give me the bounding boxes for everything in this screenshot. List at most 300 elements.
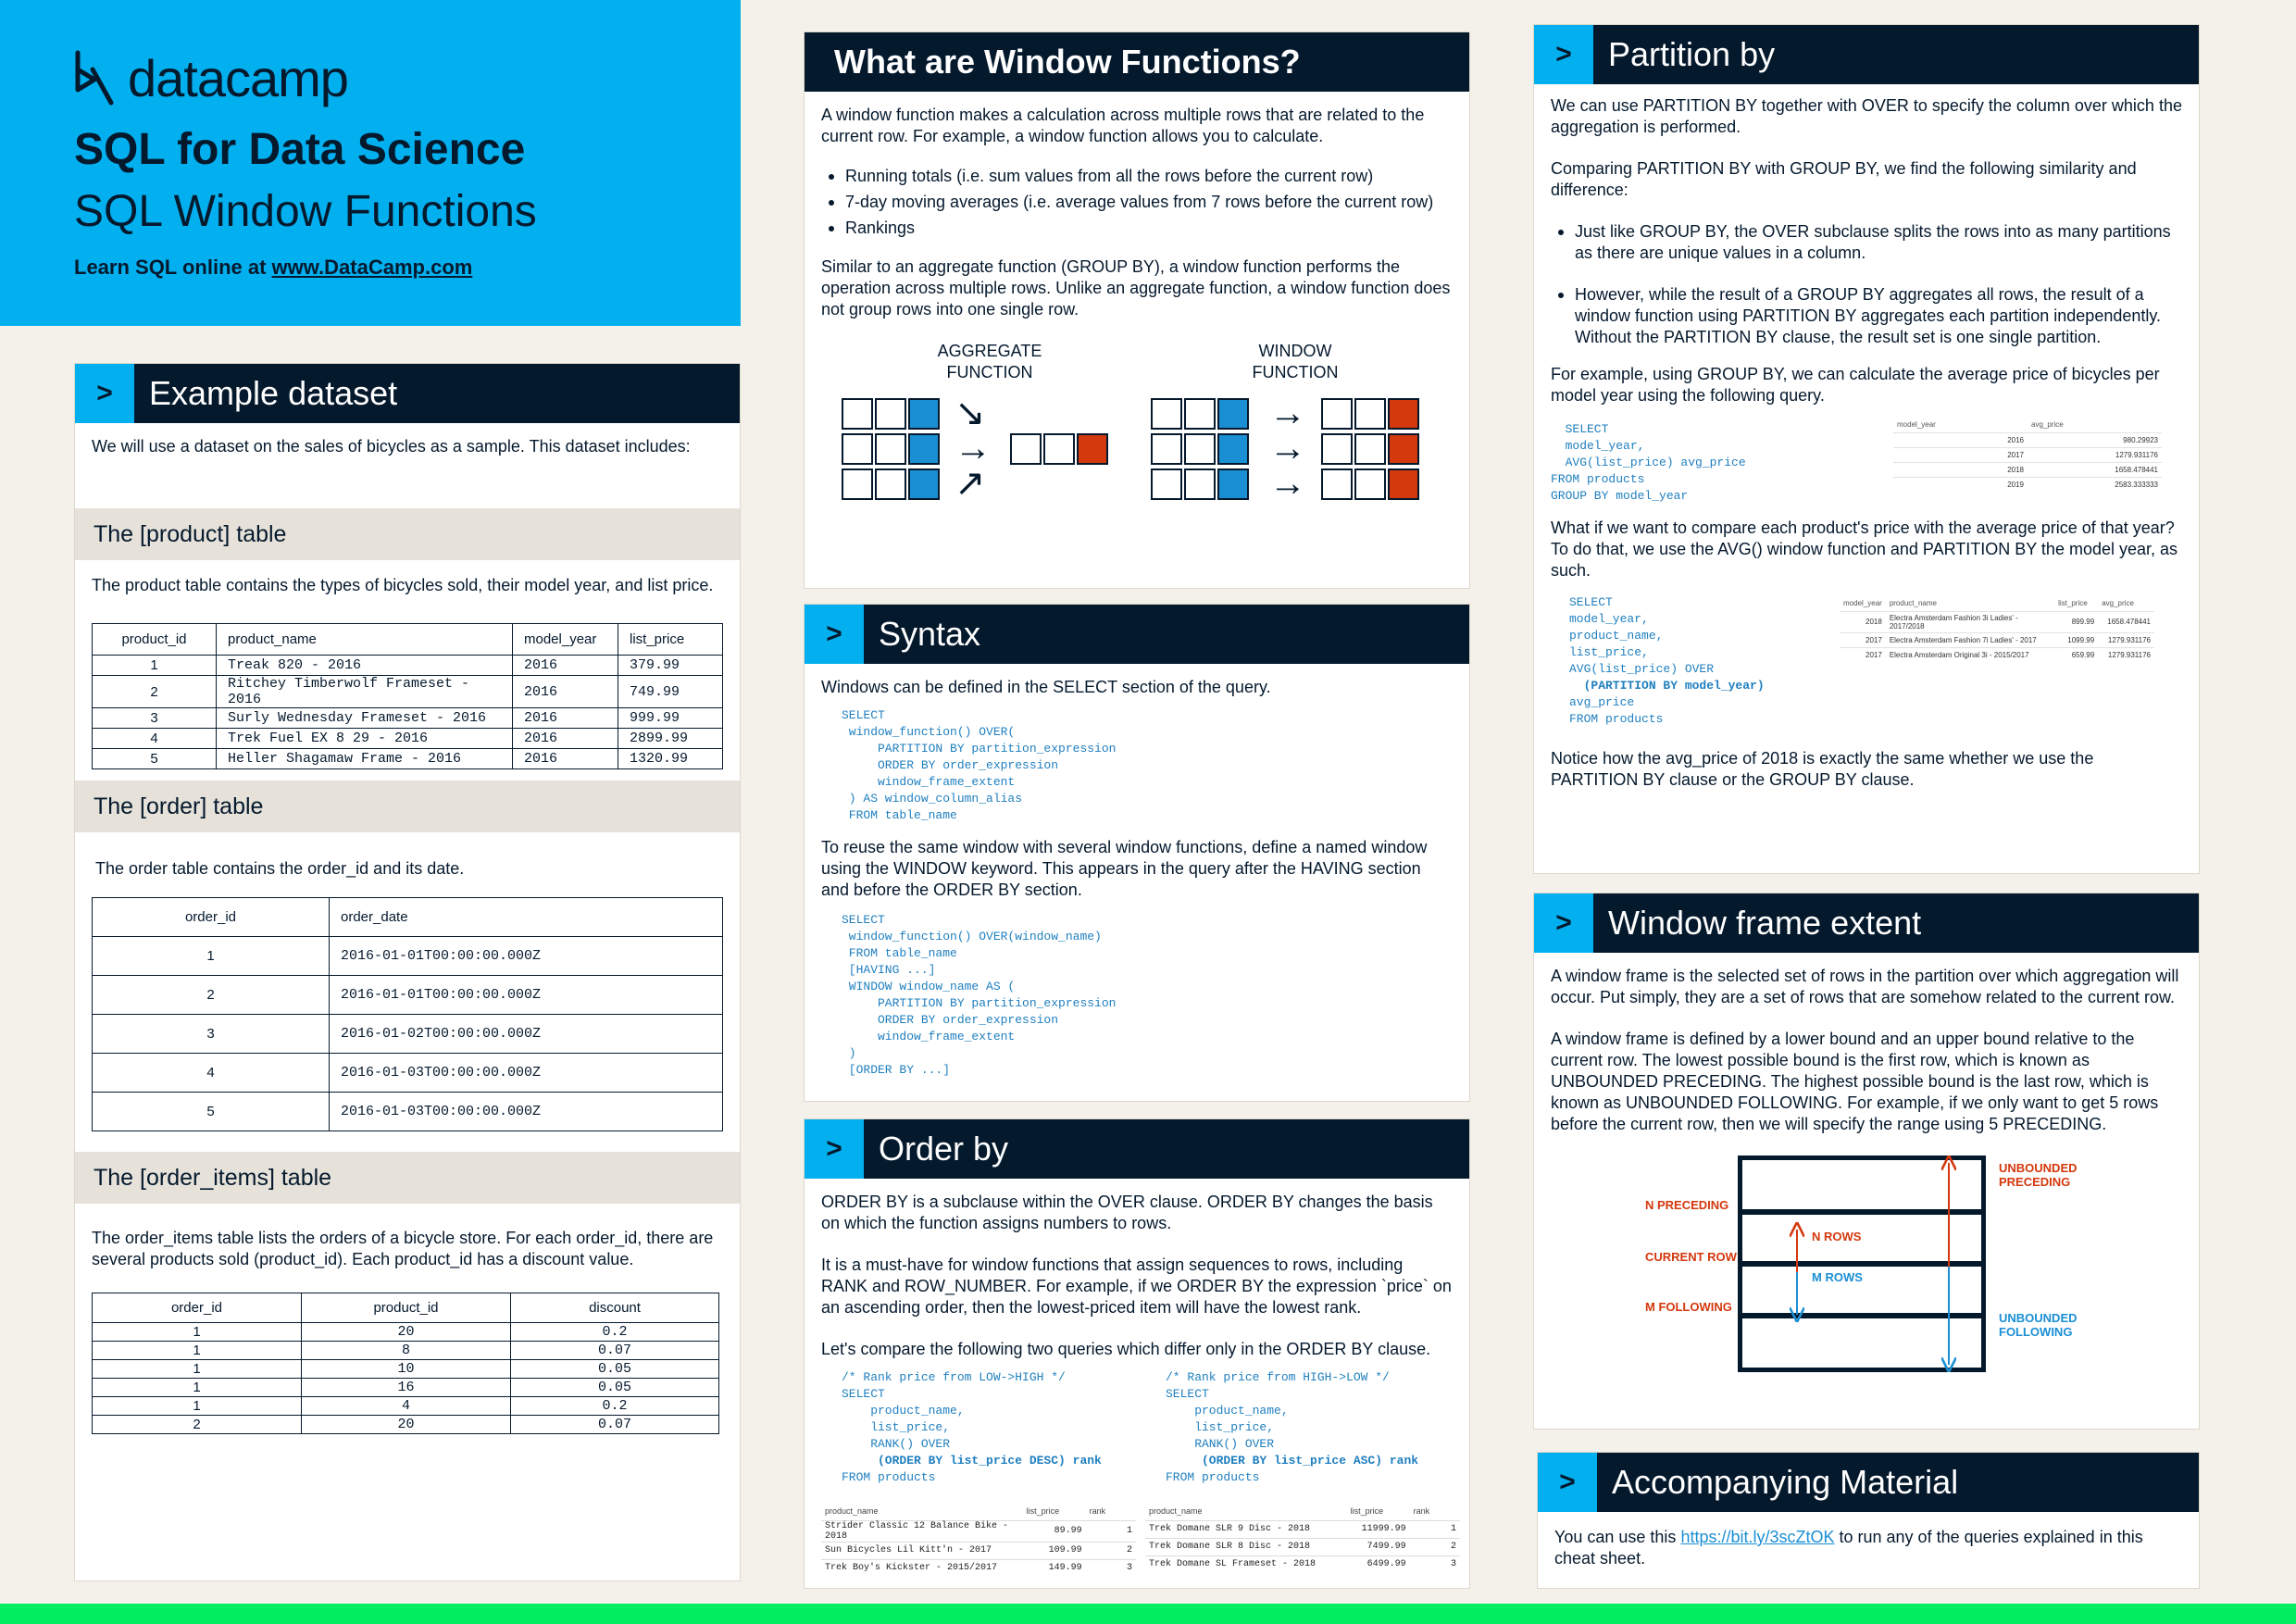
col-header: order_id [93,1293,302,1323]
window-vs-aggregate-diagram [805,320,1469,533]
table-cell: 2016 [513,708,618,729]
code-line: FROM table_name [842,946,957,960]
row-cell [875,433,906,465]
table-cell: 4 [93,729,217,749]
syntax-code-block [805,901,1469,1079]
table-cell: 2016 [513,729,618,749]
code-line: (ORDER BY list_price ASC) rank [1166,1454,1419,1468]
row-cell [1151,398,1182,430]
arrow-right-icon: → [955,428,992,468]
arrow-right-down-icon: ↘ [955,393,986,433]
table-cell: Sun Bicycles Lil Kitt'n - 2017 [821,1542,1023,1559]
table-cell: 4 [302,1397,511,1416]
row-cell [1321,398,1353,430]
table-cell: 1279.931176 [2028,447,2162,462]
syntax-named-window: To reuse the same window with several window functions, define a named window using the WINDOW keyword. This appears in the query after the HAVING section and before the ORDER BY section. [821,838,1428,899]
panel-title: Example dataset [149,374,398,412]
table-cell: 11999.99 [1347,1520,1410,1538]
table-cell: Trek Domane SLR 8 Disc - 2018 [1145,1538,1347,1555]
table-header-row [1840,596,2154,611]
row-cell [1151,468,1182,500]
table-row [93,1342,719,1360]
panel-title: Window frame extent [1608,904,1922,942]
table-cell: 3 [1086,1559,1136,1577]
code-line: SELECT [842,913,885,927]
row-cell [1388,398,1419,430]
panel-title: Order by [879,1130,1009,1168]
row-cell [1354,398,1386,430]
table-cell: Electra Amsterdam Fashion 3i Ladies' - 2017/2018 [1886,611,2054,632]
arrow-right-icon: → [1269,463,1306,504]
code-line: GROUP BY model_year [1551,489,1689,503]
partition-p5: Notice how the avg_price of 2018 is exactly the same whether we use the PARTITION BY clause or the GROUP BY clause. [1551,749,2094,789]
learn-line [74,256,667,280]
learn-prefix: Learn SQL online at [74,256,272,279]
code-line: list_price, [1569,645,1649,659]
table-row [93,937,723,976]
code-line: ORDER BY order_expression [842,1013,1059,1027]
table-cell: 2016 [513,656,618,676]
row-cell [1217,468,1249,500]
row-cell [842,398,873,430]
col-header: discount [511,1293,719,1323]
hero-banner [0,0,741,326]
table-cell: 1 [1410,1520,1460,1538]
col-header: rank [1089,1506,1106,1517]
row-cell [875,468,906,500]
unbounded-preceding-label [1999,1161,2078,1189]
page-title: SQL for Data Science [74,125,526,174]
code-line: /* Rank price from HIGH->LOW */ [1166,1370,1390,1384]
partition-p1: We can use PARTITION BY together with OVER to specify the column over which the aggregation is performed. [1551,96,2182,136]
table-cell: 1 [93,1379,302,1397]
table-cell: Trek Fuel EX 8 29 - 2016 [217,729,513,749]
order-items-table-desc: The order_items table lists the orders of a bicycle store. For each order_id, there are several products sold (product_id). Each product_id has a discount value. [92,1229,714,1268]
table-cell: 980.29923 [2028,432,2162,447]
row-cell [908,398,940,430]
panel-header [1538,1453,2199,1512]
window-frame-panel [1533,893,2200,1430]
table-cell: Heller Shagamaw Frame - 2016 [217,749,513,769]
unbounded-following-label [1999,1311,2078,1339]
partition-by-panel [1533,24,2200,874]
col-header: model_year [1897,420,1936,430]
order-table-desc: The order table contains the order_id and its date. [95,859,465,878]
code-line: window_function() OVER( [842,725,1016,739]
table-row [93,1015,723,1054]
row-cell [1043,433,1075,465]
syntax-code-block [805,698,1469,824]
table-cell: 2016 [513,749,618,769]
row-cell [1321,433,1353,465]
chevron-right-icon: > [75,364,134,423]
table-row [93,1397,719,1416]
table-row [821,1559,1136,1577]
row-cell [875,398,906,430]
col-header: model_year [513,624,618,656]
table-row [93,749,723,769]
table-cell: 10 [302,1360,511,1379]
table-row [1145,1538,1460,1555]
table-cell: 2018 [1893,462,2028,477]
table-cell: 1279.931176 [2098,647,2154,662]
row-cell [1184,398,1216,430]
code-line: (ORDER BY list_price DESC) rank [842,1454,1102,1468]
order-table-title: The [order] table [75,781,740,832]
row-cell [1321,468,1353,500]
partition-window-example [1534,581,2199,748]
row-cell [1354,468,1386,500]
table-cell: 379.99 [618,656,723,676]
panel-header [75,364,740,423]
table-cell: 2018 [1840,611,1886,632]
row-cell [1354,433,1386,465]
code-line: FROM products [842,1470,936,1484]
datacamp-link[interactable]: www.DataCamp.com [271,256,473,279]
what-bullets [805,147,1469,239]
frame-arrows [1738,1156,1986,1372]
table-cell: 0.05 [511,1360,719,1379]
code-line: list_price, [1166,1420,1275,1434]
table-cell: 2 [93,976,330,1015]
table-cell: 2017 [1893,447,2028,462]
table-cell: 5 [93,1093,330,1131]
m-rows-label: M ROWS [1812,1270,1863,1284]
table-cell: 899.99 [2054,611,2098,632]
table-cell: 149.99 [1023,1559,1086,1577]
col-header: product_id [302,1293,511,1323]
aggregate-label-line: FUNCTION [946,363,1033,381]
label-line: UNBOUNDED [1999,1161,2078,1175]
table-cell: 7499.99 [1347,1538,1410,1555]
list-item: However, while the result of a GROUP BY aggregates all rows, the result of a window function using PARTITION BY aggregates each partition independently. Without the PARTITION BY clause, the result set is one single partition. [1551,284,2182,348]
what-panel [804,31,1470,589]
table-cell: Ritchey Timberwolf Frameset - 2016 [217,676,513,708]
table-cell: 8 [302,1342,511,1360]
col-header: order_date [330,898,723,937]
table-cell: 89.99 [1023,1520,1086,1542]
code-line: product_name, [842,1404,965,1418]
code-line: SELECT [1569,595,1613,609]
code-line: SELECT [1166,1387,1209,1401]
row-cell [1184,468,1216,500]
code-line: (PARTITION BY model_year) [1569,679,1765,693]
orderby-queries [805,1360,1469,1484]
col-header: avg_price [2102,599,2134,608]
syntax-panel [804,604,1470,1102]
table-row [1893,462,2162,477]
table-row [1840,632,2154,647]
code-line: model_year, [1551,439,1645,453]
partition-code-block [1569,594,1765,728]
table-row [1145,1520,1460,1538]
row-cell [842,468,873,500]
panel-title: What are Window Functions? [834,43,1301,81]
code-line: AVG(list_price) avg_price [1551,456,1746,469]
page-subtitle: SQL Window Functions [74,187,537,236]
aggregate-label-line: AGGREGATE [937,342,1042,360]
aggregate-label [906,341,1073,383]
code-line: list_price, [842,1420,951,1434]
col-header: list_price [2058,599,2088,608]
row-cell [1217,433,1249,465]
table-cell: 2016-01-01T00:00:00.000Z [330,937,723,976]
code-line: FROM products [1551,472,1645,486]
order-items-table-title: The [order_items] table [75,1152,740,1204]
col-header: model_year [1843,599,1882,608]
arrow-right-icon: → [1269,428,1306,468]
table-cell: 2583.333333 [2028,477,2162,492]
table-cell: 1 [93,1360,302,1379]
table-cell: 1099.99 [2054,632,2098,647]
list-item: 7-day moving averages (i.e. average values from 7 rows before the current row) [821,192,1453,213]
code-line: product_name, [1166,1404,1289,1418]
table-cell: Electra Amsterdam Original 3i - 2015/2017 [1886,647,2054,662]
table-cell: Surly Wednesday Frameset - 2016 [217,708,513,729]
table-row [93,729,723,749]
table-cell: 1658.478441 [2098,611,2154,632]
code-line: SELECT [1551,422,1609,436]
table-cell: Electra Amsterdam Fashion 7i Ladies' - 2017 [1886,632,2054,647]
product-table [92,623,723,769]
table-cell: 1320.99 [618,749,723,769]
table-cell: 2899.99 [618,729,723,749]
table-row [1145,1555,1460,1573]
col-header: list_price [1350,1506,1384,1517]
label-line: FOLLOWING [1999,1325,2073,1339]
current-row-label: CURRENT ROW [1645,1250,1737,1264]
col-header: product_name [1149,1506,1203,1517]
groupby-result-table [1893,418,2162,492]
row-cell [1388,468,1419,500]
frame-p2: A window frame is defined by a lower bound and an upper bound relative to the current row. The lowest possible bound is the first row, which is known as UNBOUNDED PRECEDING. The highest possible bound is the last row, which is known as UNBOUNDED FOLLOWING. For example, if we only want to get 5 rows before the current row, then we will specify the range using 5 PRECEDING. [1551,1030,2159,1133]
table-row [1893,447,2162,462]
chevron-right-icon: > [1534,25,1593,84]
m-following-label: M FOLLOWING [1645,1300,1732,1314]
material-text [1538,1512,2199,1569]
table-row [1893,432,2162,447]
row-cell [1388,433,1419,465]
table-row [821,1520,1136,1542]
table-cell: 1658.478441 [2028,462,2162,477]
orderby-query-desc [1166,1369,1418,1486]
table-cell: 2 [1086,1542,1136,1559]
order-items-table [92,1293,719,1434]
table-cell: 2019 [1893,477,2028,492]
code-line: [HAVING ...] [842,963,936,977]
row-cell [908,433,940,465]
table-cell: 2016-01-03T00:00:00.000Z [330,1093,723,1131]
partition-p4: What if we want to compare each product's price with the average price of that year? To do that, we use the AVG() window function and PARTITION BY the model year, as such. [1551,518,2178,580]
product-table-title: The [product] table [75,508,740,560]
table-header-row [1893,418,2162,432]
panel-header [805,1119,1469,1179]
col-header: list_price [618,624,723,656]
panel-title: Partition by [1608,35,1776,73]
window-frame-diagram [1534,1135,2199,1376]
n-rows-label: N ROWS [1812,1230,1862,1243]
table-header-row [821,1503,1136,1520]
table-cell: 5 [93,749,217,769]
row-cell [908,468,940,500]
code-line: SELECT [842,708,885,722]
table-cell: Trek Domane SL Frameset - 2018 [1145,1555,1347,1573]
code-line: RANK() OVER [842,1437,951,1451]
list-item: Just like GROUP BY, the OVER subclause splits the rows into as many partitions as there are unique values in a column. [1551,221,2182,264]
table-cell: 1 [1086,1520,1136,1542]
product-table-desc: The product table contains the types of bicycles sold, their model year, and list price. [92,576,714,594]
material-link[interactable]: https://bit.ly/3scZtOK [1680,1528,1835,1546]
table-cell: 20 [302,1416,511,1434]
material-prefix: You can use this [1554,1528,1681,1546]
row-cell [1010,433,1042,465]
chevron-right-icon: > [1538,1453,1597,1512]
code-line: ORDER BY order_expression [842,758,1059,772]
window-label [1212,341,1379,383]
partition-p3: For example, using GROUP BY, we can calculate the average price of bicycles per model year using the following query. [1551,365,2160,405]
orderby-p2: It is a must-have for window functions that assign sequences to rows, including RANK and ROW_NUMBER. For example, if we ORDER BY the expression `price` on an ascending order, then the lowest-priced item will have the lowest rank. [821,1255,1452,1317]
table-cell: 1 [93,1323,302,1342]
table-cell: 3 [93,708,217,729]
col-header: rank [1413,1506,1430,1517]
col-header: product_name [825,1506,879,1517]
row-cell [1217,398,1249,430]
col-header: list_price [1026,1506,1060,1517]
chevron-right-icon: > [1534,893,1593,953]
table-cell: 1 [93,656,217,676]
chevron-right-icon: > [805,605,864,664]
table-row [93,708,723,729]
table-cell: 3 [93,1015,330,1054]
table-cell: 659.99 [2054,647,2098,662]
table-cell: 6499.99 [1347,1555,1410,1573]
order-table [92,897,723,1131]
code-line: WINDOW window_name AS ( [842,980,1016,993]
window-label-line: FUNCTION [1252,363,1339,381]
n-preceding-label: N PRECEDING [1645,1198,1729,1212]
code-line: ) [842,1046,856,1060]
panel-header [1534,893,2199,953]
orderby-p3: Let's compare the following two queries which differ only in the ORDER BY clause. [821,1340,1431,1358]
code-line: SELECT [842,1387,885,1401]
code-line: window_frame_extent [842,775,1016,789]
syntax-intro: Windows can be defined in the SELECT section of the query. [821,678,1271,696]
code-line: FROM products [1569,712,1664,726]
col-header: order_id [93,898,330,937]
table-cell: 2016 [1893,432,2028,447]
col-header: product_name [1889,599,1937,608]
code-line: PARTITION BY partition_expression [842,742,1117,756]
table-cell: 2 [93,676,217,708]
table-cell: 0.07 [511,1416,719,1434]
code-line: [ORDER BY ...] [842,1063,951,1077]
order-by-panel [804,1118,1470,1589]
material-panel [1537,1452,2200,1589]
table-row [821,1542,1136,1559]
code-line: AVG(list_price) OVER [1569,662,1715,676]
datacamp-logo[interactable] [74,44,667,111]
table-row [1840,647,2154,662]
partition-groupby-example [1534,406,2199,518]
footer-bar [0,1604,2296,1624]
what-intro: A window function makes a calculation across multiple rows that are related to the current row. For example, a window function allows you to calculate. [821,106,1425,145]
table-cell: 1 [93,937,330,976]
label-line: UNBOUNDED [1999,1311,2078,1325]
table-row [93,676,723,708]
table-cell: Trek Domane SLR 9 Disc - 2018 [1145,1520,1347,1538]
panel-header [1534,25,2199,84]
table-header-row [1145,1503,1460,1520]
row-cell [842,433,873,465]
table-cell: 1 [93,1342,302,1360]
col-header: product_name [217,624,513,656]
table-cell: 2017 [1840,632,1886,647]
code-line: model_year, [1569,612,1649,626]
table-row [93,1054,723,1093]
table-cell: Trek Boy's Kickster - 2015/2017 [821,1559,1023,1577]
table-cell: Treak 820 - 2016 [217,656,513,676]
groupby-code-block [1551,421,1746,505]
code-line: FROM products [1166,1470,1260,1484]
orderby-p1: ORDER BY is a subclause within the OVER clause. ORDER BY changes the basis on which the function assigns numbers to rows. [821,1193,1433,1232]
list-item: Rankings [821,218,1453,239]
panel-header [805,605,1469,664]
table-cell: 1279.931176 [2098,632,2154,647]
table-row [93,1323,719,1342]
table-cell: 2017 [1840,647,1886,662]
label-line: PRECEDING [1999,1175,2071,1189]
table-cell: 2016-01-03T00:00:00.000Z [330,1054,723,1093]
table-row [93,1379,719,1397]
code-line: RANK() OVER [1166,1437,1275,1451]
table-cell: 0.07 [511,1342,719,1360]
table-cell: 0.2 [511,1397,719,1416]
what-compare: Similar to an aggregate function (GROUP BY), a window function performs the operation across multiple rows. Unlike an aggregate function, a window function does not group rows into one single row. [821,257,1451,319]
brand-name: datacamp [128,48,348,107]
chevron-right-icon: > [805,1119,864,1179]
table-row [93,1093,723,1131]
table-cell: 3 [1410,1555,1460,1573]
code-line: product_name, [1569,629,1664,643]
table-cell: 20 [302,1323,511,1342]
row-cell [1151,433,1182,465]
table-cell: 1 [93,1397,302,1416]
example-dataset-panel [74,363,741,1581]
panel-title: Syntax [879,615,981,653]
code-line: window_frame_extent [842,1030,1016,1043]
table-cell: 999.99 [618,708,723,729]
orderby-query-asc [842,1369,1102,1486]
partition-p2: Comparing PARTITION BY with GROUP BY, we find the following similarity and difference: [1551,159,2137,199]
row-cell [1184,433,1216,465]
code-line: FROM table_name [842,808,957,822]
table-row [93,656,723,676]
table-cell: Strider Classic 12 Balance Bike - 2018 [821,1520,1023,1542]
table-row [93,976,723,1015]
code-line: /* Rank price from LOW->HIGH */ [842,1370,1066,1384]
table-cell: 2 [1410,1538,1460,1555]
code-line: avg_price [1569,695,1635,709]
arrow-right-up-icon: ↗ [955,463,986,504]
table-cell: 2016-01-01T00:00:00.000Z [330,976,723,1015]
table-cell: 749.99 [618,676,723,708]
panel-title: Accompanying Material [1612,1463,1959,1501]
col-header: product_id [93,624,217,656]
table-cell: 0.05 [511,1379,719,1397]
table-cell: 2016 [513,676,618,708]
table-cell: 109.99 [1023,1542,1086,1559]
orderby-result-table [1145,1503,1460,1573]
